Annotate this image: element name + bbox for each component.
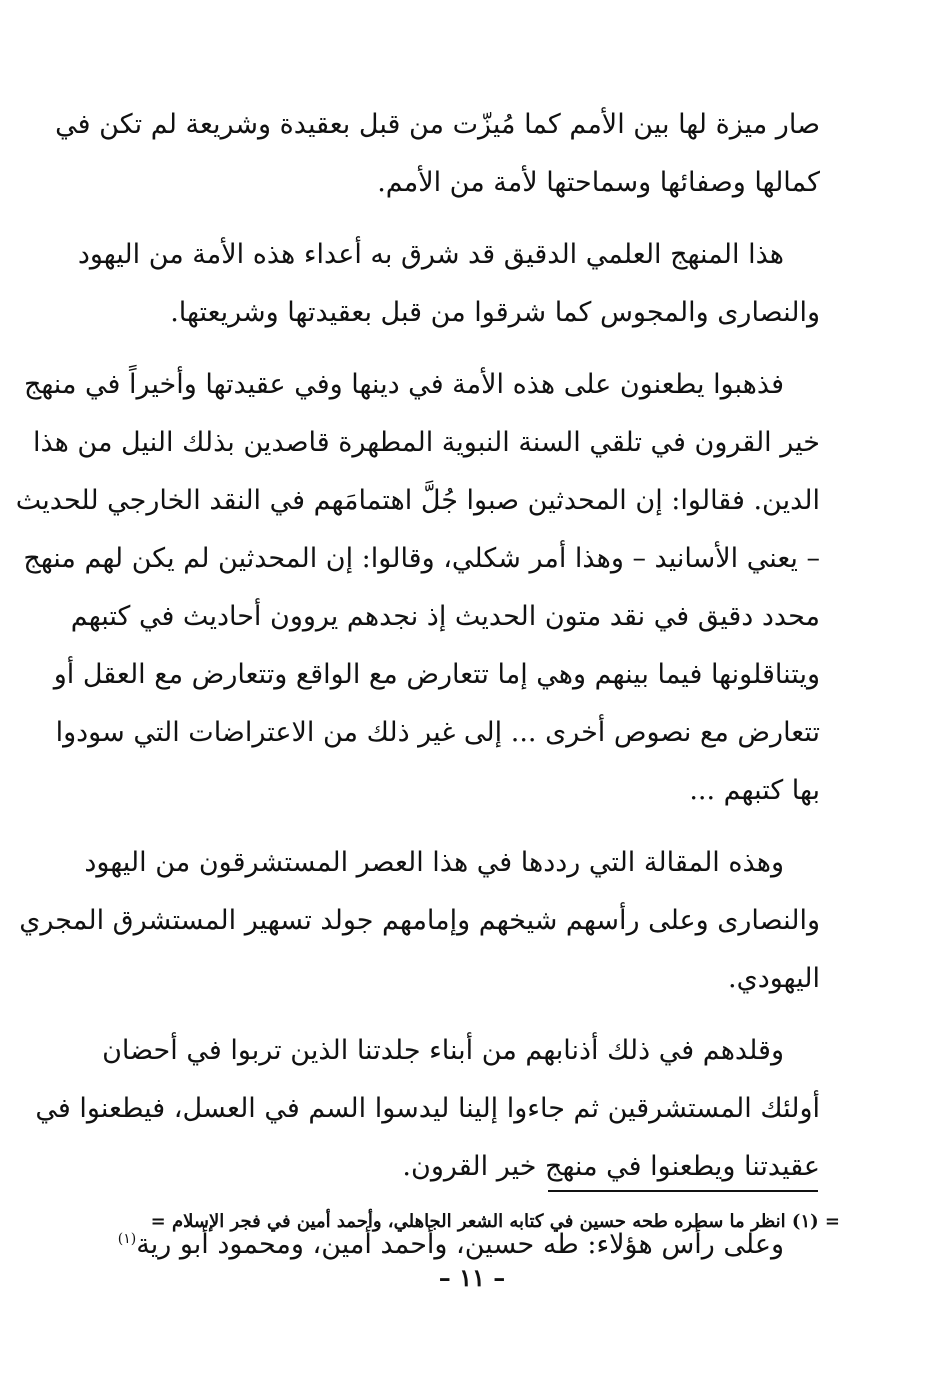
text-line: والنصارى وعلى رأسهم شيخهم وإمامهم جولد تسهير المستشرق المجري <box>19 905 820 936</box>
text-line: محدد دقيق في نقد متون الحديث إذ نجدهم يروون أحاديث في كتبهم <box>70 601 820 632</box>
text-line: كمالها وصفائها وسماحتها لأمة من الأمم. <box>377 167 820 198</box>
text-line: – يعني الأسانيد – وهذا أمر شكلي، وقالوا: إن المحدثين لم يكن لهم منهج <box>23 543 820 574</box>
text-line: تتعارض مع نصوص أخرى ... إلى غير ذلك من الاعتراضات التي سودوا <box>55 717 820 748</box>
page-number: – ١١ – <box>438 1263 506 1292</box>
footnote: = (١) انظر ما سطره طحه حسين في كتابه الشعر الجاهلي، وأحمد أمين في فجر الإسلام = <box>150 1211 840 1232</box>
text-line: أولئك المستشرقين ثم جاءوا إلينا ليدسوا السم في العسل، فيطعنوا في <box>35 1093 820 1124</box>
paragraph-3 <box>15 356 820 820</box>
text-line: وهذه المقالة التي رددها في هذا العصر المستشرقون من اليهود <box>84 847 784 878</box>
text-line: هذا المنهج العلمي الدقيق قد شرق به أعداء هذه الأمة من اليهود <box>77 239 784 270</box>
paragraph-1 <box>55 96 820 212</box>
text-line: الدين. فقالوا: إن المحدثين صبوا جُلَّ اهتمامَهم في النقد الخارجي للحديث <box>15 485 820 516</box>
paragraph-5 <box>35 1022 820 1196</box>
text-line: ويتناقلونها فيما بينهم وهي إما تتعارض مع الواقع وتتعارض مع العقل أو <box>53 659 820 690</box>
text-line-content: وعلى رأس هؤلاء: طه حسين، وأحمد أمين، ومحمود أبو رية <box>136 1229 784 1260</box>
text-line: عقيدتنا ويطعنوا في منهج خير القرون. <box>402 1151 820 1182</box>
footnote-marker[interactable]: (١) <box>117 1231 137 1247</box>
text-line: فذهبوا يطعنون على هذه الأمة في دينها وفي عقيدتها وأخيراً في منهج <box>23 369 784 400</box>
text-line: والنصارى والمجوس كما شرقوا من قبل بعقيدتها وشريعتها. <box>170 297 820 328</box>
text-line: بها كتبهم ... <box>689 775 820 806</box>
main-text <box>15 96 820 1268</box>
paragraph-2 <box>77 226 820 342</box>
text-line: اليهودي. <box>727 963 820 994</box>
paragraph-4 <box>19 834 820 1008</box>
text-line: خير القرون في تلقي السنة النبوية المطهرة قاصدين بذلك النيل من هذا <box>32 427 820 458</box>
text-line: وقلدهم في ذلك أذنابهم من أبناء جلدتنا الذين تربوا في أحضان <box>102 1035 784 1066</box>
text-line: صار ميزة لها بين الأمم كما مُيزّت من قبل بعقيدة وشريعة لم تكن في <box>55 109 820 140</box>
footnote-divider <box>548 1190 818 1192</box>
